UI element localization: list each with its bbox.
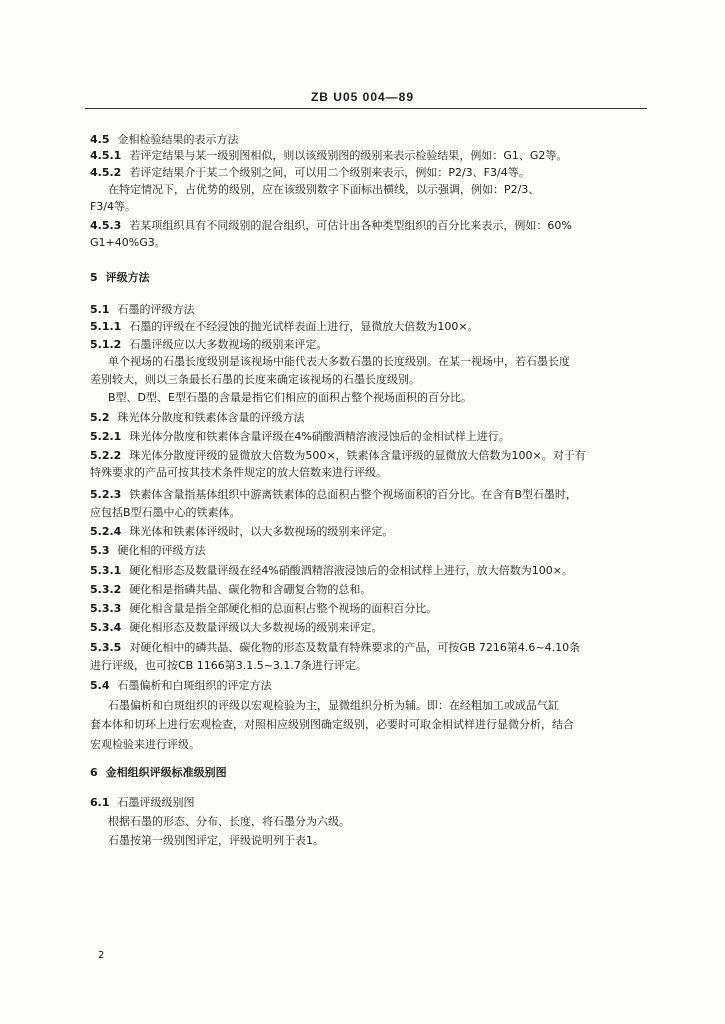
page-header: ZB U05 004—89	[310, 90, 415, 104]
section-heading: 5.3 硬化相的评级方法	[90, 544, 206, 557]
paragraph-line: 宏观检验来进行评级。	[90, 738, 200, 751]
paragraph-line: 进行评级，也可按CB 1166第3.1.5~3.1.7条进行评定。	[90, 659, 367, 672]
section-heading: 4.5 金相检验结果的表示方法	[90, 133, 239, 146]
paragraph-line: 在特定情况下，占优势的级别，应在该级别数字下面标出横线，以示强调，例如：P2/3、	[108, 183, 540, 196]
section-heading: 5.2 珠光体分散度和铁素体含量的评级方法	[90, 411, 305, 424]
paragraph-line: 单个视场的石墨长度级别是该视场中能代表大多数石墨的长度级别。在某一视场中，若石墨长度	[108, 355, 570, 368]
clause: 4.5.3 若某项组织具有不同级别的混合组织，可估计出各种类型组织的百分比来表示，例如：60%	[90, 219, 572, 232]
page-number: 2	[98, 950, 105, 961]
clause: 5.3.5 对硬化相中的磷共晶、碳化物的形态及数量有特殊要求的产品，可按GB 7216第4.6~4.10条	[90, 641, 581, 654]
clause: 5.1.1 石墨的评级在不经浸蚀的抛光试样表面上进行，显微放大倍数为100×。	[90, 320, 479, 333]
clause: 5.3.2 硬化相是指磷共晶、碳化物和含硼复合物的总和。	[90, 583, 372, 596]
section-heading: 5.1 石墨的评级方法	[90, 303, 195, 316]
paragraph-line: 应包括B型石墨中心的铁素体。	[90, 506, 241, 519]
paragraph-line: 套本体和切环上进行宏观检查，对照相应级别图确定级别，必要时可取金相试样进行显微分析，结合	[90, 718, 574, 731]
paragraph-line: 根据石墨的形态、分布、长度，将石墨分为六级。	[108, 815, 350, 828]
paragraph-line: 石墨按第一级别图评定，评级说明列于表1。	[108, 834, 324, 847]
clause: 4.5.2 若评定结果介于某二个级别之间，可以用二个级别来表示，例如：P2/3、F3/4等。	[90, 166, 530, 179]
clause: 5.2.4 珠光体和铁素体评级时，以大多数视场的级别来评定。	[90, 525, 394, 538]
paragraph-line: B型、D型、E型石墨的含量是指它们相应的面积占整个视场面积的百分比。	[108, 391, 472, 404]
clause: 5.3.4 硬化相形态及数量评级以大多数视场的级别来评定。	[90, 621, 383, 634]
section-heading: 6.1 石墨评级级别图	[90, 796, 195, 809]
clause: 5.2.2 珠光体分散度评级的显微放大倍数为500×，铁素体含量评级的显微放大倍数为100×。对于有	[90, 449, 586, 462]
section-heading: 5 评级方法	[90, 271, 150, 284]
clause: 5.3.1 硬化相形态及数量评级在经4%硝酸酒精溶液浸蚀后的金相试样上进行，放大倍数为100×。	[90, 564, 573, 577]
clause: 5.2.1 珠光体分散度和铁素体含量评级在4%硝酸酒精溶液浸蚀后的金相试样上进行。	[90, 430, 510, 443]
clause: 4.5.1 若评定结果与某一级别图相似，则以该级别图的级别来表示检验结果，例如：G1、G2等。	[90, 149, 568, 162]
section-heading: 5.4 石墨偏析和白斑组织的评定方法	[90, 679, 272, 692]
clause: 5.3.3 硬化相含量是指全部硬化相的总面积占整个视场的面积百分比。	[90, 602, 438, 615]
paragraph-line: G1+40%G3。	[90, 236, 166, 249]
paragraph-line: 特殊要求的产品可按其技术条件规定的放大倍数来进行评级。	[90, 466, 387, 479]
clause: 5.2.3 铁素体含量指基体组织中游离铁素体的总面积占整个视场面积的百分比。在含有B型石墨时，	[90, 488, 577, 501]
paragraph-line: 石墨偏析和白斑组织的评级以宏观检验为主，显微组织分析为辅。即：在经粗加工或成品气缸	[108, 699, 559, 712]
header-rule	[85, 108, 647, 109]
clause: 5.1.2 石墨评级应以大多数视场的级别来评定。	[90, 338, 328, 351]
section-heading: 6 金相组织评级标准级别图	[90, 766, 227, 779]
paragraph-line: 差别较大，则以三条最长石墨的长度来确定该视场的石墨长度级别。	[90, 373, 420, 386]
paragraph-line: F3/4等。	[90, 200, 137, 213]
